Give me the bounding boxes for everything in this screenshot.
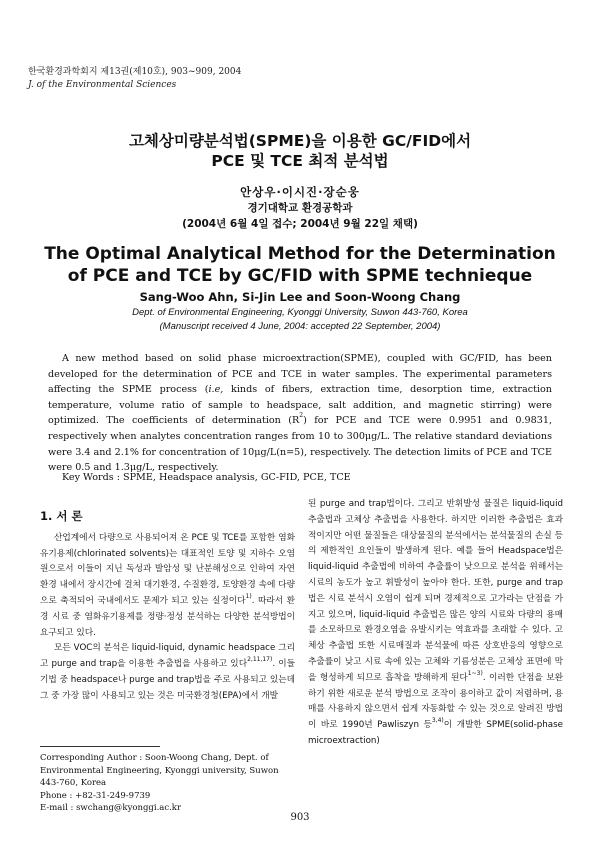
- keywords: Key Words : SPME, Headspace analysis, GC-FID, PCE, TCE: [62, 472, 351, 483]
- korean-title-line1: 고체상미량분석법(SPME)을 이용한 GC/FID에서: [128, 132, 472, 150]
- intro-p2-ref: 2,11,17): [247, 656, 273, 664]
- korean-title-line2: PCE 및 TCE 최적 분석법: [211, 152, 389, 170]
- intro-p1-end: . 따라서 환경 시료 중 염화유기용제를 정량·정성 분석하는 다양한 분석방법이 요구되고 있다.: [40, 595, 295, 638]
- page-number: 903: [290, 812, 310, 823]
- right-p1-end2: 이 개발한 SPME(solid-phase microextraction): [308, 720, 563, 746]
- corresponding-author: Corresponding Author : Soon-Woong Chang, Dept. of Environmental Engineering, Kyonggi university, Suwon 443-760, Korea: [40, 753, 279, 788]
- manuscript-received: (Manuscript received 4 June, 2004: accepted 22 September, 2004): [159, 321, 441, 332]
- english-title-line2: of PCE and TCE by GC/FID with SPME technieque: [67, 266, 533, 286]
- korean-affiliation: 경기대학교 환경공학과: [247, 202, 353, 214]
- english-authors: Sang-Woo Ahn, Si-Jin Lee and Soon-Woong Chang: [139, 290, 461, 304]
- abstract-part2: kinds of fibers, extraction time, desorption time, extraction temperature, volume ratio of sample to headspace, salt addition, and magnetic stirring) were optimized. The coefficients of determination (R: [48, 384, 552, 427]
- intro-paragraph-2: [40, 641, 295, 704]
- footnote-rule: [40, 746, 160, 747]
- korean-dates: (2004년 6월 4일 접수; 2004년 9월 22일 채택): [182, 218, 418, 230]
- left-column: [40, 511, 295, 705]
- english-affiliation: Dept. of Environmental Engineering, Kyonggi University, Suwon 443-760, Korea: [132, 307, 468, 318]
- journal-english: J. of the Environmental Sciences: [28, 80, 177, 90]
- intro-p2-text: 모든 VOC의 분석은 liquid-liquid, dynamic headspace 그리고 purge and trap을 이용한 추출법을 사용하고 있다: [40, 643, 295, 670]
- abstract-r2-sup: 2: [299, 412, 304, 420]
- journal-header: [28, 66, 241, 92]
- english-title: [0, 243, 600, 287]
- correspondence-footnote: [40, 752, 295, 815]
- intro-p2-end: . 이들 기법 중 headspace나 purge and trap법을 주로 사용되고 있는데 그 중 가장 많이 사용되고 있는 것은 미국환경청(EPA)에서 개발: [40, 659, 295, 701]
- intro-p1-text: 산업계에서 다량으로 사용되어져 온 PCE 및 TCE를 포함한 염화유기용제(chlorinated solvents)는 대표적인 토양 및 지하수 오염원으로서 이들이 지닌 독성과 발암성 및 난분해성으로 인하여 자연환경 내에서 장시간에 걸쳐 대기환경, 수질환경, 토양환경 속에 다량으로 축적되어 국내에서도 문제가 되고 있는 실정이다: [40, 532, 295, 606]
- right-column: [308, 497, 563, 750]
- abstract-part1: A new method based on solid phase microextraction(SPME), coupled with GC/FID, has been developed for the determination of PCE and TCE in water samples. The experimental parameters affecting the SPME process (: [48, 353, 552, 396]
- right-paragraph: [308, 497, 563, 750]
- phone: Phone : +82-31-249-9739: [40, 790, 151, 801]
- abstract-ie: i.e,: [208, 384, 224, 396]
- intro-paragraph-1: [40, 531, 295, 642]
- korean-authors: 안상우·이시진·장순웅: [240, 185, 360, 199]
- abstract: [48, 351, 552, 476]
- intro-p1-ref: 1): [245, 592, 252, 600]
- right-p1-end: . 이러한 단점을 보완하기 위한 새로운 분석 방법으로 조작이 용이하고 값이 저렴하며, 용매를 사용하지 않으면서 쉽게 자동화할 수 있는 것으로 알려진 방법이 바로 1990년 Pawliszyn 등: [308, 672, 563, 731]
- right-p1-ref2: 3,4): [431, 717, 444, 725]
- journal-korean: 한국환경과학회지 제13권(제10호), 903~909, 2004: [28, 67, 242, 77]
- english-title-line1: The Optimal Analytical Method for the Determination: [44, 244, 556, 264]
- email: E-mail : swchang@kyonggi.ac.kr: [40, 803, 182, 813]
- abstract-part3: ) for PCE and TCE were 0.9951 and 0.9831, respectively when analytes concentration ranges from 10 to 300μg/L. The relative standard deviations were 3.4 and 2.1% for concentration of 10μg/L(n=5), respectively. The detection limits of PCE and TCE were 0.5 and 1.3μg/L, respectively.: [48, 415, 552, 474]
- section-heading-intro: 1. 서 론: [40, 509, 83, 523]
- right-p1-text: 된 purge and trap법이다. 그리고 반휘발성 물질은 liquid-liquid 추출법과 고체상 추출법을 사용한다. 하지만 이러한 추출법은 효과적이지만 어떤 물질들은 대상물질의 분석에서는 분석물질의 손실 등의 제한적인 요인들이 발생하게 된다. 예를 들어 Headspace법은 liquid-liquid 추출법에 비하여 추출률이 낮으므로 분석을 위해서는 시료의 농도가 높고 휘발성이 높아야 한다. 또한, purge and trap법은 시료 분석시 오염이 쉽게 되며 경제적으로 고가라는 단점을 가지고 있으며, liquid-liquid 추출법은 많은 양의 시료와 다량의 용매를 소모하므로 환경오염을 유발시키는 역효과를 초래할 수 있다. 고체상 추출법 또한 시료매질과 분석물에 따른 상호반응의 영향으로 추출률이 낮고 시료 속에 있는 고체와 기름성분은 고체상 표면에 막을 형성하게 되므로 흡착을 방해하게 된다: [308, 499, 563, 683]
- right-p1-ref: 1~3): [467, 669, 483, 677]
